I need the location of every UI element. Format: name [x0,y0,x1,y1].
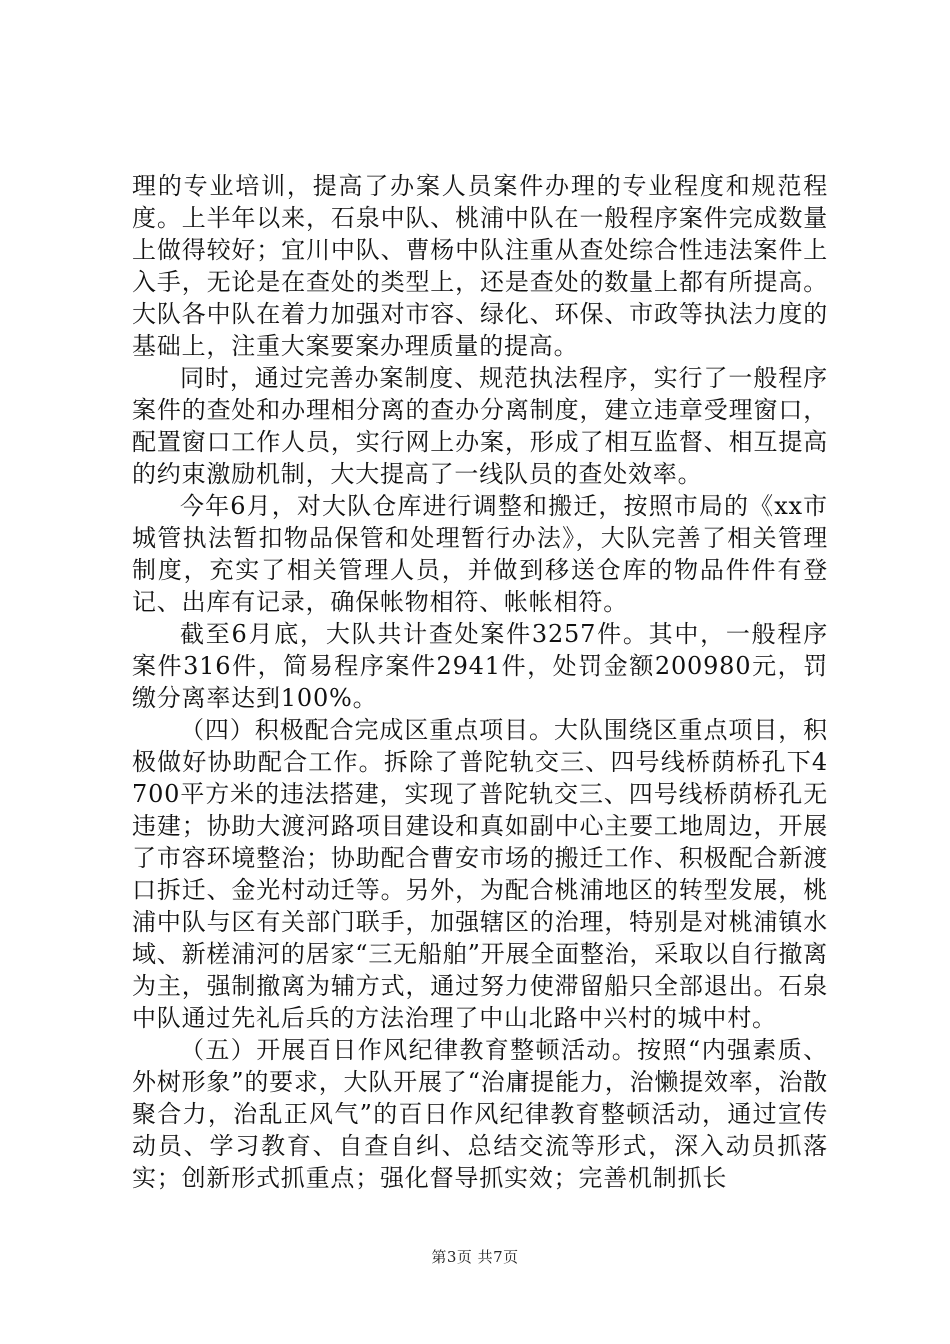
page-footer: 第3页 共7页 [431,1248,519,1266]
paragraph-case-handling-system: 同时，通过完善办案制度、规范执法程序，实行了一般程序案件的查处和办理相分离的查办分离制度，建立违章受理窗口，配置窗口工作人员，实行网上办案，形成了相互监督、相互提高的约束激励机制，大大提高了一线队员的查处效率。 [132,364,828,488]
document-body [132,170,828,1194]
paragraph-warehouse-adjustment: 今年6月，对大队仓库进行调整和搬迁，按照市局的《xx市城管执法暂扣物品保管和处理暂行办法》，大队完善了相关管理制度，充实了相关管理人员，并做到移送仓库的物品件件有登记、出库有记录，确保帐物相符、帐帐相符。 [132,492,828,616]
paragraph-training-continuation: 理的专业培训，提高了办案人员案件办理的专业程度和规范程度。上半年以来，石泉中队、桃浦中队在一般程序案件完成数量上做得较好；宜川中队、曹杨中队注重从查处综合性违法案件上入手，无论是在查处的类型上，还是查处的数量上都有所提高。大队各中队在着力加强对市容、绿化、环保、市政等执法力度的基础上，注重大案要案办理质量的提高。 [132,172,828,360]
paragraph-discipline-campaign: （五）开展百日作风纪律教育整顿活动。按照“内强素质、外树形象”的要求，大队开展了“治庸提能力，治懒提效率，治散聚合力，治乱正风气”的百日作风纪律教育整顿活动，通过宣传动员、学习教育、自查自纠、总结交流等形式，深入动员抓落实；创新形式抓重点；强化督导抓实效；完善机制抓长 [132,1036,828,1192]
paragraph-case-statistics: 截至6月底，大队共计查处案件3257件。其中，一般程序案件316件，简易程序案件2941件，处罚金额200980元，罚缴分离率达到100%。 [132,620,828,712]
paragraph-key-projects: （四）积极配合完成区重点项目。大队围绕区重点项目，积极做好协助配合工作。拆除了普陀轨交三、四号线桥荫桥孔下4700平方米的违法搭建，实现了普陀轨交三、四号线桥荫桥孔无违建；协助大渡河路项目建设和真如副中心主要工地周边，开展了市容环境整治；协助配合曹安市场的搬迁工作、积极配合新渡口拆迁、金光村动迁等。另外，为配合桃浦地区的转型发展，桃浦中队与区有关部门联手，加强辖区的治理，特别是对桃浦镇水域、新槎浦河的居家“三无船舶”开展全面整治，采取以自行撤离为主，强制撤离为辅方式，通过努力使滞留船只全部退出。石泉中队通过先礼后兵的方法治理了中山北路中兴村的城中村。 [132,716,828,1032]
